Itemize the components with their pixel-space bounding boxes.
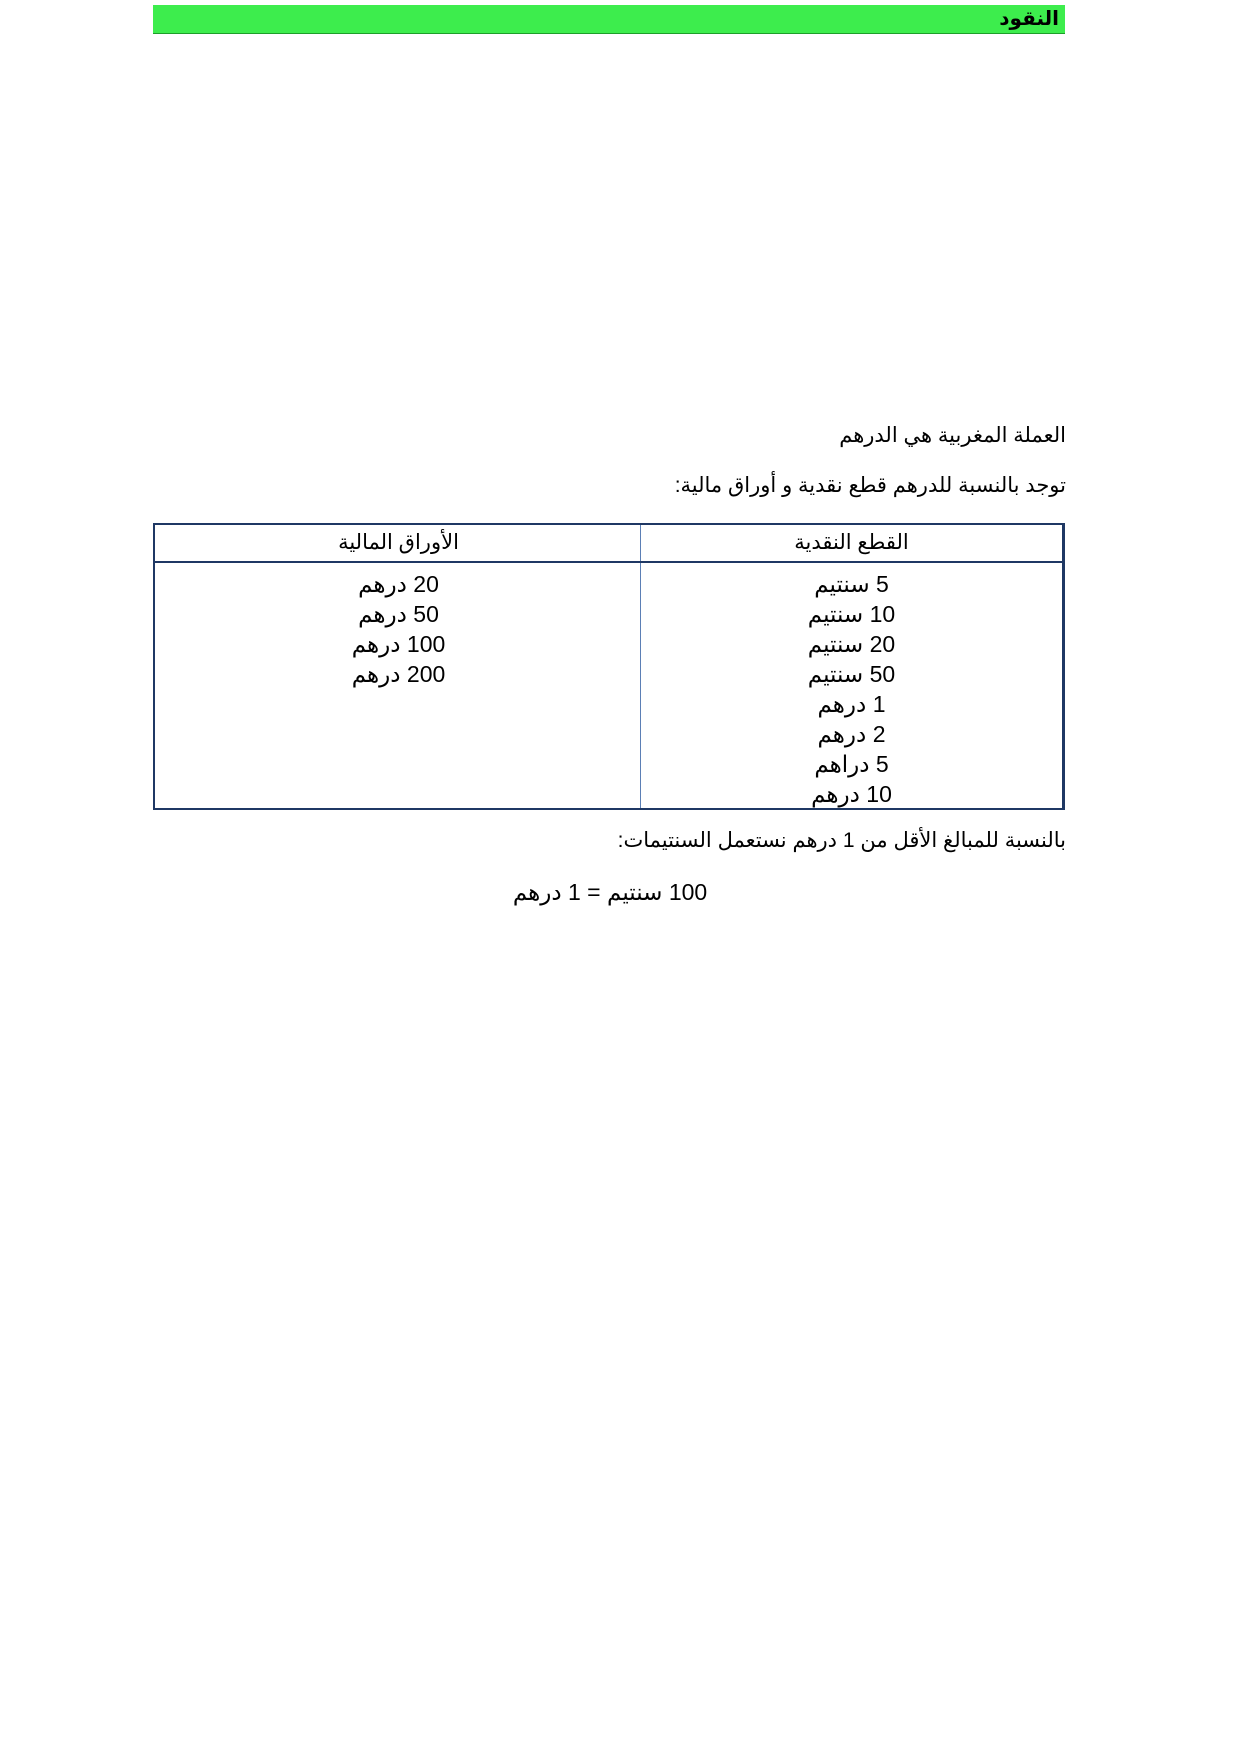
note-item: 100 درهم [351,631,446,657]
centimes-note: بالنسبة للمبالغ الأقل من 1 درهم نستعمل السنتيمات: [617,829,1066,852]
intro-types-text: توجد بالنسبة للدرهم قطع نقدية و أوراق مالية: [674,474,1066,497]
coin-item: 50 سنتيم [807,661,896,687]
page-title: النقود [999,8,1059,30]
coin-item: 10 درهم [811,781,892,807]
note-item: 50 درهم [358,601,439,627]
intro-currency-text: العملة المغربية هي الدرهم [839,424,1066,447]
coin-item: 2 درهم [817,721,886,747]
coins-list [641,569,1062,809]
conversion-equation: 100 سنتيم = 1 درهم [512,879,708,905]
coins-column-header: القطع النقدية [794,531,909,554]
note-item: 200 درهم [351,661,446,687]
title-bar [153,5,1065,34]
coin-item: 1 درهم [817,691,886,717]
coin-item: 5 دراهم [814,751,889,777]
currency-table [153,523,1065,810]
coin-item: 20 سنتيم [807,631,896,657]
note-item: 20 درهم [358,571,439,597]
table-header-divider [155,561,1062,563]
notes-column-header: الأوراق المالية [338,531,459,554]
coin-item: 5 سنتيم [814,571,889,597]
coin-item: 10 سنتيم [807,601,896,627]
notes-list [155,569,642,689]
